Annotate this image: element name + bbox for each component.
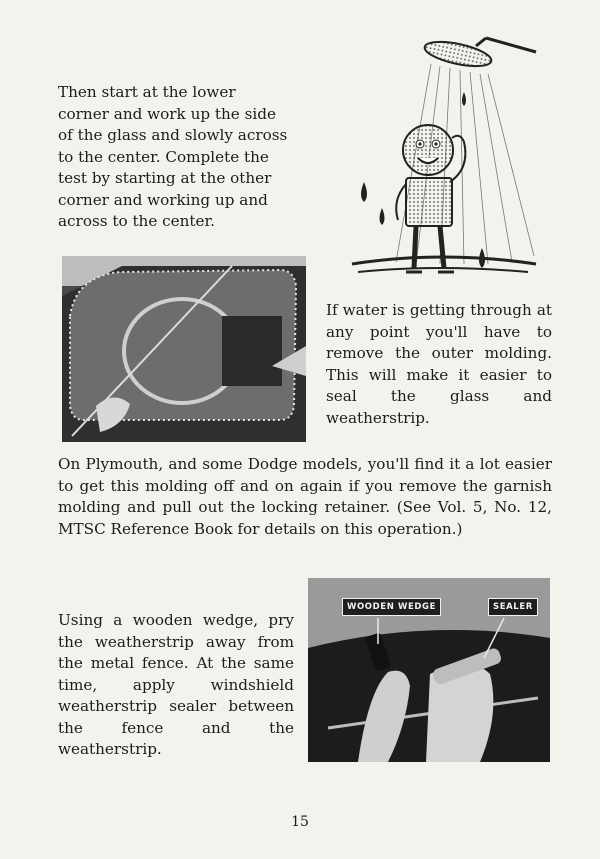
windshield-interior-photo	[62, 256, 306, 442]
paragraph-remove-molding: If water is getting through at any point you'll have to remove the outer molding. This will make it easier to seal the glass and weatherstrip.	[326, 301, 552, 427]
wooden-wedge-label: WOODEN WEDGE	[342, 598, 441, 616]
page-number: 15	[291, 814, 309, 830]
paragraph-wooden-wedge: Using a wooden wedge, pry the weatherstrip away from the metal fence. At the same time, apply windshield weatherstrip sealer between the fence and the weatherstrip.	[58, 611, 294, 758]
paragraph-plymouth-note: On Plymouth, and some Dodge models, you'll find it a lot easier to get this molding off and on again if you remove the garnish molding and pull out the locking retainer. (See Vol. 5, No. 12, MTSC Reference Book for details on this operation.)	[58, 455, 552, 538]
paragraph-test-procedure: Then start at the lower corner and work up the side of the glass and slowly across to the center. Complete the test by starting at the other corner and working up and across to the center.	[58, 83, 288, 230]
wedge-sealer-photo	[308, 578, 550, 762]
sealer-label: SEALER	[488, 598, 538, 616]
shower-cartoon-illustration	[336, 32, 552, 282]
